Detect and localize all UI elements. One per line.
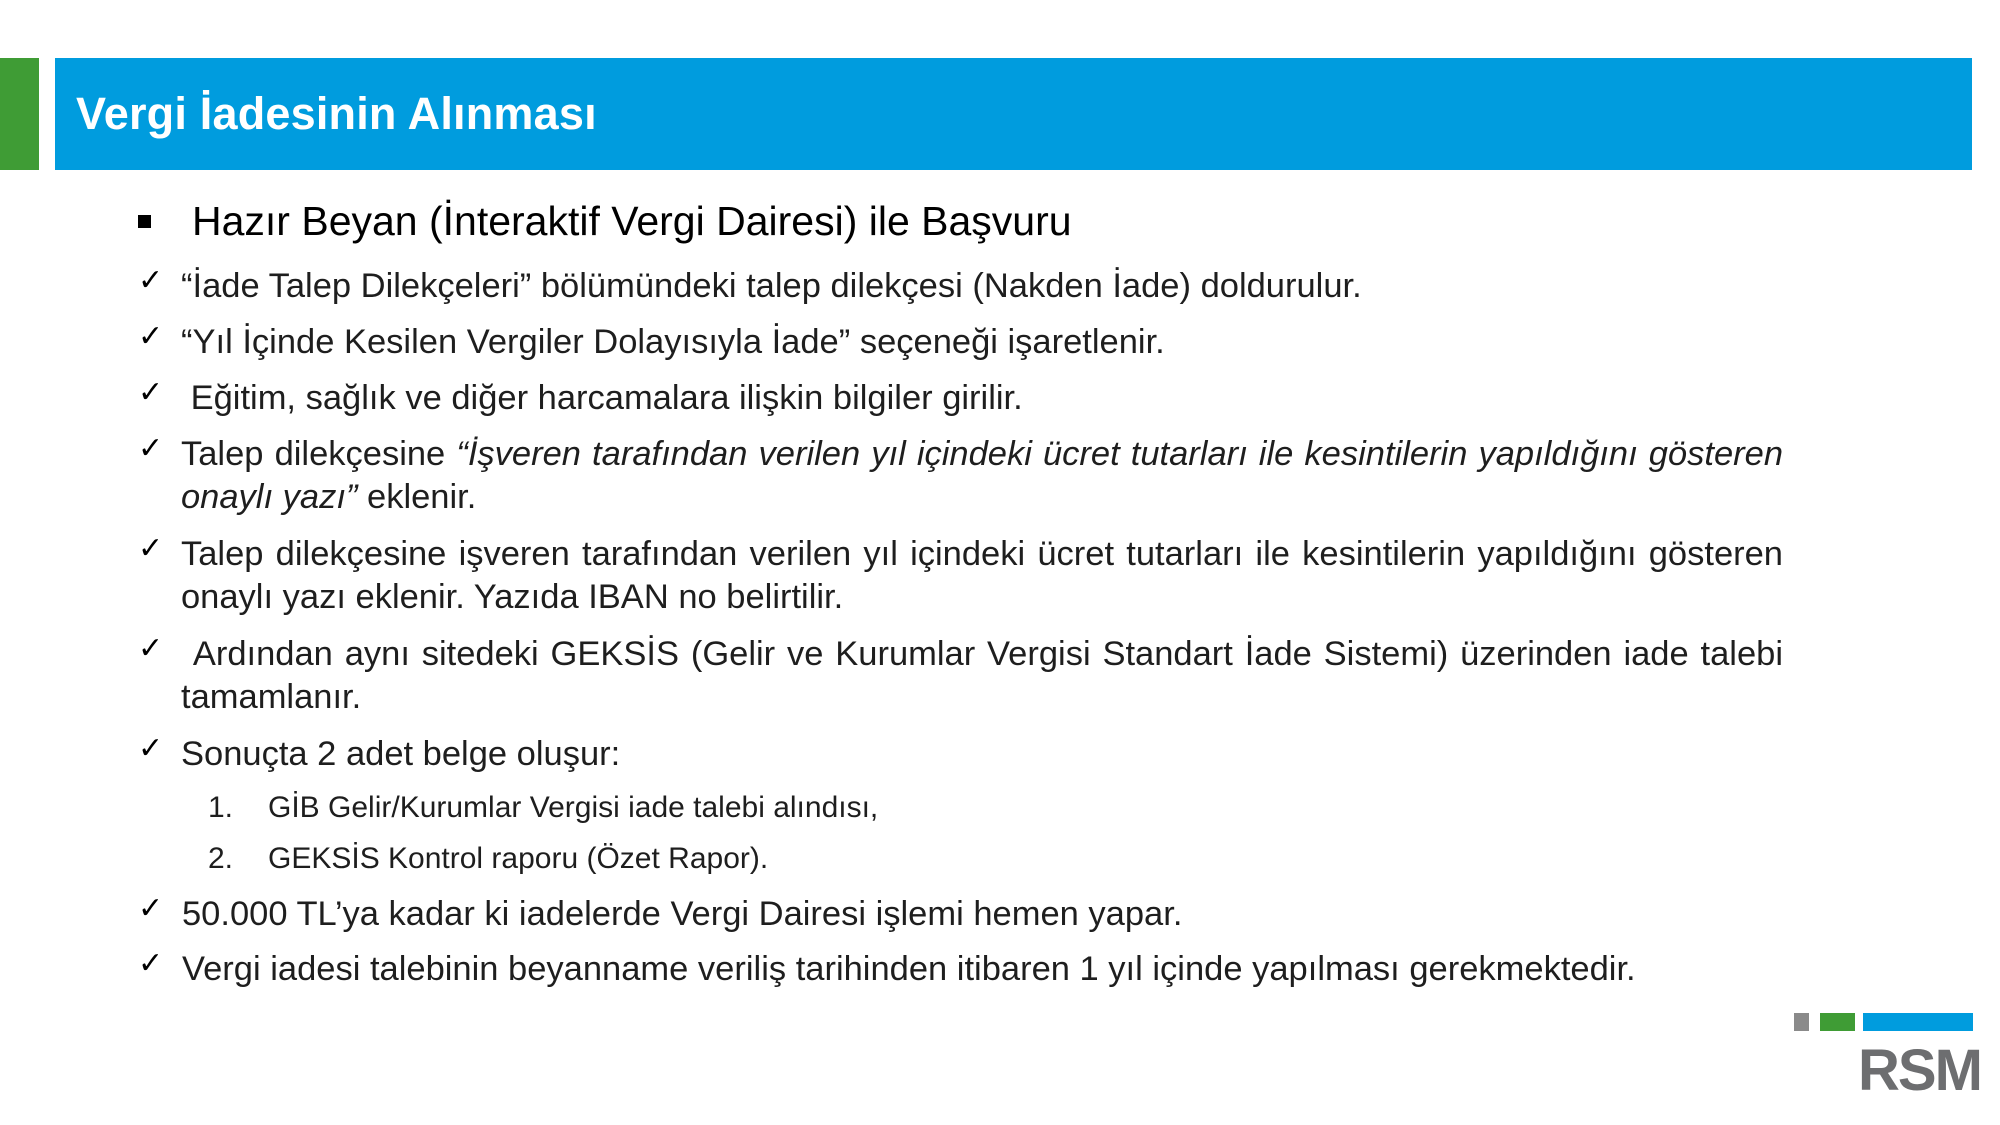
list-item bbox=[138, 631, 1793, 719]
list-item bbox=[138, 265, 1783, 308]
list-item-text: Sonuçta 2 adet belge oluşur: bbox=[181, 735, 621, 773]
checkmark-icon: ✓ bbox=[138, 946, 164, 981]
list-item-text: Talep dilekçesine işveren tarafından verilen yıl içindeki ücret tutarları ile kesintilerin yapıldığını gösteren onaylı yazı eklenir. Yazıda IBAN no belirtilir. bbox=[181, 535, 1783, 616]
sub-list-number: 1. bbox=[208, 791, 234, 824]
list-item-suffix: eklenir. bbox=[357, 478, 477, 516]
checkmark-icon: ✓ bbox=[138, 631, 164, 666]
list-item-italic: “İşveren tarafından verilen yıl içindeki ücret tutarları ile kesintilerin yapıldığını gösteren onaylı yazı” bbox=[181, 435, 1784, 516]
title-bar bbox=[55, 58, 1972, 170]
list-item-text: 50.000 TL’ya kadar ki iadelerde Vergi Dairesi işlemi hemen yapar. bbox=[182, 895, 1183, 933]
list-item bbox=[138, 433, 1783, 519]
logo-square-green bbox=[1820, 1013, 1855, 1031]
square-bullet-icon bbox=[138, 215, 151, 228]
list-item-text: Eğitim, sağlık ve diğer harcamalara ilişkin bilgiler girilir. bbox=[181, 379, 1023, 417]
section-heading bbox=[138, 198, 1072, 245]
list-item bbox=[138, 377, 1783, 420]
sub-list-item bbox=[208, 791, 878, 825]
checkmark-icon: ✓ bbox=[138, 431, 164, 466]
logo-square-blue bbox=[1863, 1013, 1973, 1031]
sub-list-item bbox=[208, 842, 768, 876]
checkmark-icon: ✓ bbox=[138, 375, 164, 410]
list-item-text: “Yıl İçinde Kesilen Vergiler Dolayısıyla İade” seçeneği işaretlenir. bbox=[181, 323, 1165, 361]
list-item bbox=[138, 948, 1783, 991]
rsm-logo: RSM bbox=[1858, 1038, 1981, 1103]
sub-list-text: GEKSİS Kontrol raporu (Özet Rapor). bbox=[268, 842, 769, 875]
sub-list-text: GİB Gelir/Kurumlar Vergisi iade talebi alındısı, bbox=[268, 791, 879, 824]
list-item bbox=[138, 533, 1783, 619]
checkmark-icon: ✓ bbox=[138, 731, 164, 766]
list-item bbox=[138, 321, 1783, 364]
list-item-text: “İade Talep Dilekçeleri” bölümündeki talep dilekçesi (Nakden İade) doldurulur. bbox=[181, 267, 1362, 305]
logo-square-gray bbox=[1794, 1013, 1809, 1031]
list-item-text bbox=[181, 433, 1783, 519]
checkmark-icon: ✓ bbox=[138, 891, 164, 926]
list-item-text: Vergi iadesi talebinin beyanname veriliş tarihinden itibaren 1 yıl içinde yapılması gerekmektedir. bbox=[182, 950, 1636, 988]
list-item-text: Ardından aynı sitedeki GEKSİS (Gelir ve Kurumlar Vergisi Standart İade Sistemi) üzerinden iade talebi tamamlanır. bbox=[181, 635, 1793, 716]
section-heading-text: Hazır Beyan (İnteraktif Vergi Dairesi) ile Başvuru bbox=[192, 198, 1072, 244]
list-item bbox=[138, 893, 1783, 936]
green-accent-bar bbox=[0, 58, 39, 170]
checkmark-icon: ✓ bbox=[138, 263, 164, 298]
sub-list-number: 2. bbox=[208, 842, 234, 875]
list-item bbox=[138, 733, 1783, 776]
checkmark-icon: ✓ bbox=[138, 531, 164, 566]
checkmark-icon: ✓ bbox=[138, 319, 164, 354]
list-item-prefix: Talep dilekçesine bbox=[181, 435, 457, 473]
slide-title: Vergi İadesinin Alınması bbox=[76, 88, 597, 139]
